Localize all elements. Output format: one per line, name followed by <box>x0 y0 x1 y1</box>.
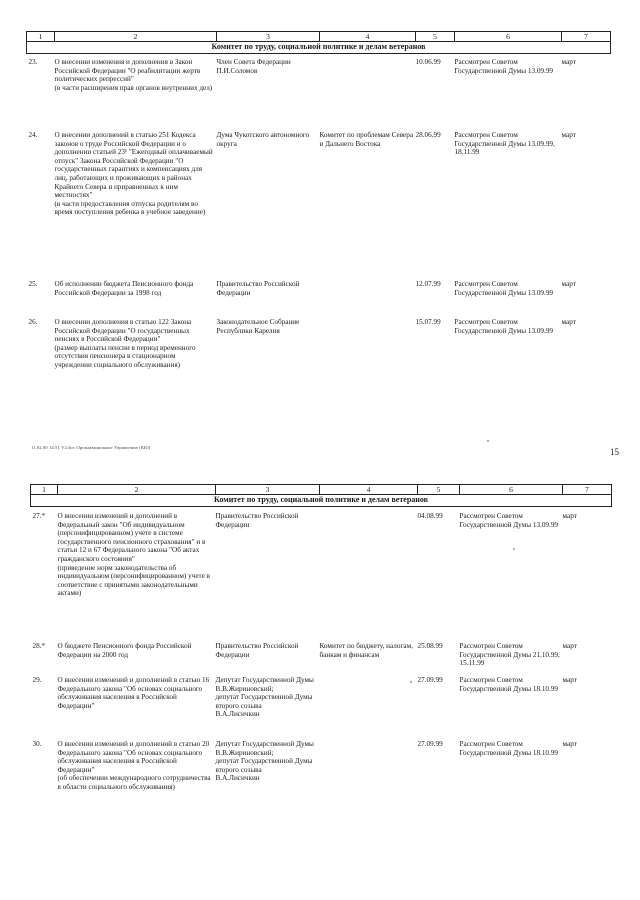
bill-author: Депутат Государственной Думы В.В.Жириновский; депутат Государственной Думы второго созыва В.А.Лисичкин <box>215 740 314 783</box>
planned-month: март <box>561 58 576 66</box>
register-table <box>30 484 612 830</box>
submission-date: 27.09.99 <box>417 740 443 748</box>
submission-date: 28.06.99 <box>415 131 441 139</box>
row-number: 23. <box>28 58 38 66</box>
bill-title: О внесении изменений и дополнений в статью 16 Федерального закона "Об основах социального обслуживания населения в Российской Федерации" <box>57 676 210 710</box>
bill-author: Дума Чукотского автономного округа <box>216 131 310 148</box>
row-number: 30. <box>32 740 42 748</box>
table-row <box>31 676 612 740</box>
register-page-1 <box>26 31 610 408</box>
review-status: Рассмотрен Советом Государственной Думы 13.09.99 <box>459 512 559 529</box>
table-row <box>31 642 612 676</box>
review-status: Рассмотрен Советом Государственной Думы 21.10.99, 15.11.99 <box>459 642 560 668</box>
column-number: 4 <box>320 485 418 495</box>
bill-title: Об исполнении бюджета Пенсионного фонда Российской Федерации за 1998 год <box>54 280 194 297</box>
row-number: 27.* <box>32 512 46 520</box>
table-row <box>27 131 611 280</box>
submission-date: 15.07.99 <box>415 318 441 326</box>
column-header-row <box>27 32 611 42</box>
submission-date: 12.07.99 <box>415 280 441 288</box>
planned-month: март <box>562 512 577 520</box>
column-number: 7 <box>563 485 612 495</box>
table-row <box>27 54 611 132</box>
column-number: 5 <box>416 32 455 42</box>
table-row <box>31 740 612 830</box>
submission-date: 04.08.99 <box>417 512 443 520</box>
column-header-row <box>31 485 612 495</box>
bill-author: Член Совета Федерации П.И.Соломов <box>216 58 291 75</box>
column-number: 6 <box>460 485 563 495</box>
planned-month: март <box>561 280 576 288</box>
bill-author: Правительство Российской Федерации <box>215 642 299 659</box>
column-number: 5 <box>418 485 460 495</box>
review-status: Рассмотрен Советом Государственной Думы 18.10.99 <box>459 740 559 757</box>
register-table <box>26 31 611 408</box>
table-row <box>27 318 611 408</box>
bill-title: О внесении изменений и дополнений в статью 20 Федерального закона "Об основах социального обслуживания населения в Российской Федерации" (об обеспечении международного сотрудничества в области социального обслуживания) <box>57 740 211 791</box>
submission-date: 25.08.99 <box>417 642 443 650</box>
column-number: 4 <box>320 32 416 42</box>
bill-author: Правительство Российской Федерации <box>216 280 300 297</box>
file-info-footer: 11.02.00 14:51 V2.doc Организационное Управление (КЮ) <box>31 445 151 450</box>
review-status: Рассмотрен Советом Государственной Думы 13.09.99 <box>454 280 554 297</box>
row-number: 24. <box>28 131 38 139</box>
committee-heading-row <box>31 495 612 507</box>
planned-month: март <box>561 131 576 139</box>
column-number: 3 <box>216 485 320 495</box>
committee-heading-row <box>27 42 611 54</box>
register-page-2 <box>30 484 611 830</box>
bill-title: О внесении изменений и дополнений в Федеральный закон "Об индивидуальном (персонифицированном) учете в системе государственного пенсионного страхования" и в статьи 12 и 67 Федерального закона "Об актах гражданского состояния" (приведение норм законодательства об индивидуальном (персонифицированном) учете в соответствие с принятыми законодательными актами) <box>57 512 211 598</box>
bill-title: О внесении изменения и дополнения в Закон Российской Федерации "О реабилитации жертв политических репрессий" (в части расширения прав органов внутренних дел) <box>54 58 213 92</box>
bill-title: О внесении дополнения в статью 122 Закона Российской Федерации "О государственных пенсиях в Российской Федерации" (размер выплаты пенсии в период временного отсутствия пенсионера в стационарном учреждении социального обслуживания) <box>54 318 196 369</box>
submission-date: 10.06.99 <box>415 58 441 66</box>
bill-author: Законодательное Собрание Республики Карелия <box>216 318 300 335</box>
review-status: Рассмотрен Советом Государственной Думы 18.10.99 <box>459 676 559 693</box>
column-number: 2 <box>55 32 217 42</box>
bill-title: О внесении дополнений в статью 251 Кодекса законов о труде Российской Федерации и о дополнении статьей 23¹ "Ежегодный оплачиваемый отпуск" Закона Российской Федерации "О государственных гарантиях и компенсациях для лиц, работающих и проживающих в районах Крайнего Севера и приравненных к ним местностях" (в части предоставления отпуска родителям во время поступления ребенка в учебное заведение) <box>54 131 213 217</box>
planned-month: март <box>562 676 577 684</box>
scan-speck <box>487 440 489 442</box>
scan-speck <box>410 681 412 683</box>
planned-month: март <box>562 642 577 650</box>
row-number: 26. <box>28 318 38 326</box>
bill-author: Правительство Российской Федерации <box>215 512 299 529</box>
bill-author: Депутат Государственной Думы В.В.Жириновский; депутат Государственной Думы второго созыва В.А.Лисичкин <box>215 676 314 719</box>
page-number: 15 <box>610 447 619 457</box>
review-status: Рассмотрен Советом Государственной Думы 13.09.99, 18.11.99 <box>454 131 555 157</box>
planned-month: март <box>561 318 576 326</box>
row-number: 28.* <box>32 642 46 650</box>
column-number: 1 <box>31 485 58 495</box>
column-number: 3 <box>217 32 320 42</box>
column-number: 1 <box>27 32 55 42</box>
row-number: 25. <box>28 280 38 288</box>
planned-month: март <box>562 740 577 748</box>
column-number: 7 <box>562 32 611 42</box>
row-number: 29. <box>32 676 42 684</box>
submission-date: 27.09.99 <box>417 676 443 684</box>
responsible-committee: Комитет по проблемам Севера и Дальнего Востока <box>319 131 414 148</box>
scan-speck <box>513 548 515 550</box>
bill-title: О бюджете Пенсионного фонда Российской Федерации на 2000 год <box>57 642 192 659</box>
committee-heading: Комитет по труду, социальной политике и делам ветеранов <box>31 495 612 507</box>
table-row <box>27 280 611 318</box>
column-number: 6 <box>455 32 562 42</box>
review-status: Рассмотрен Советом Государственной Думы 13.09.99 <box>454 58 554 75</box>
column-number: 2 <box>58 485 216 495</box>
table-row <box>31 507 612 643</box>
review-status: Рассмотрен Советом Государственной Думы 13.09.99 <box>454 318 554 335</box>
responsible-committee: Комитет по бюджету, налогам, банкам и финансам <box>319 642 413 659</box>
committee-heading: Комитет по труду, социальной политике и делам ветеранов <box>27 42 611 54</box>
